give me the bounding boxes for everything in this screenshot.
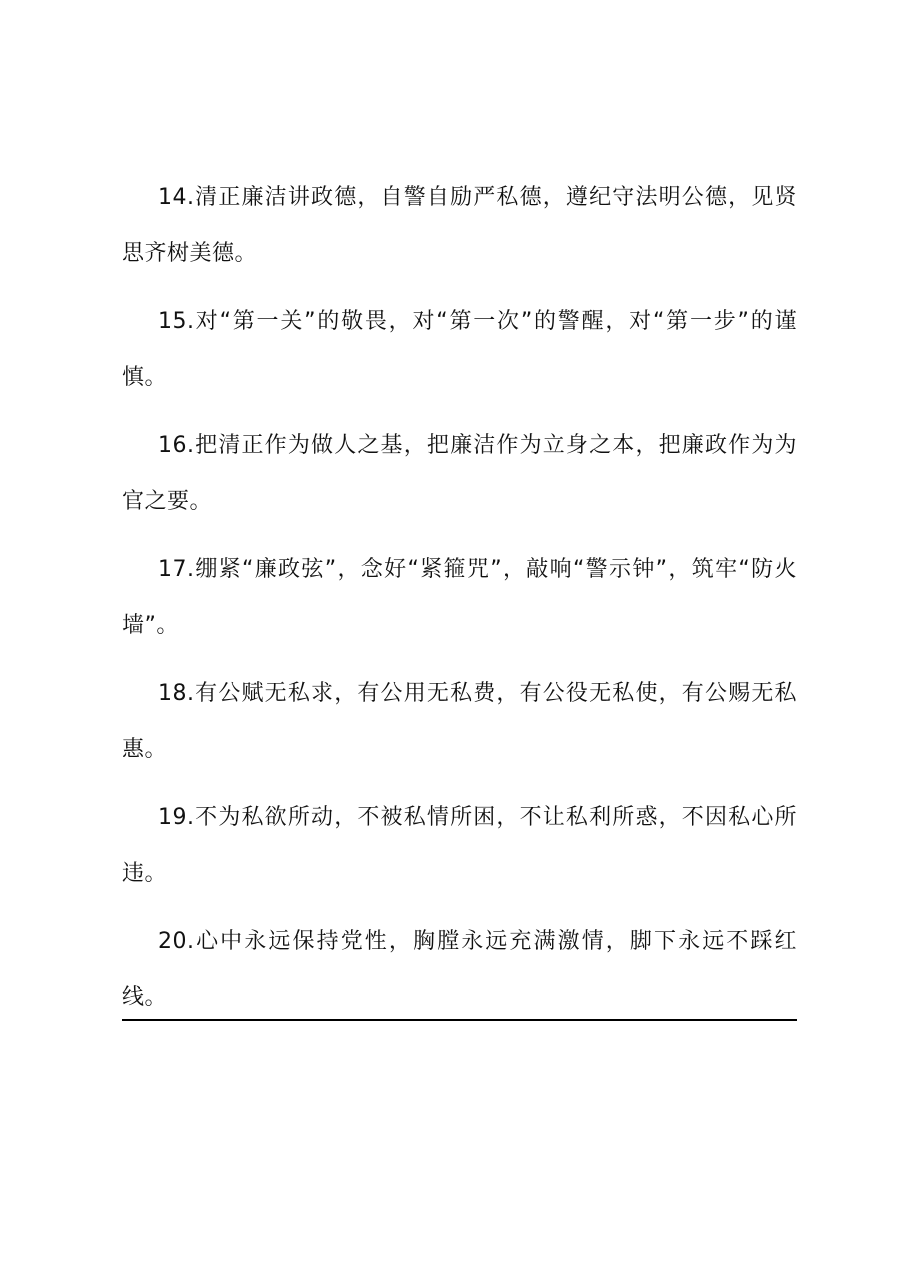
document-body bbox=[122, 170, 797, 1026]
paragraph-17: 17.绷紧“廉政弦”，念好“紧箍咒”，敲响“警示钟”，筑牢“防火墙”。 bbox=[122, 557, 797, 638]
paragraph-15: 15.对“第一关”的敬畏，对“第一次”的警醒，对“第一步”的谨慎。 bbox=[122, 309, 797, 390]
paragraph-18: 18.有公赋无私求，有公用无私费，有公役无私使，有公赐无私惠。 bbox=[122, 681, 797, 762]
paragraph-20: 20.心中永远保持党性，胸膛永远充满激情，脚下永远不踩红线。 bbox=[122, 929, 797, 1010]
bottom-divider-line bbox=[122, 1019, 797, 1021]
paragraph-16: 16.把清正作为做人之基，把廉洁作为立身之本，把廉政作为为官之要。 bbox=[122, 433, 797, 514]
paragraph-19: 19.不为私欲所动，不被私情所困，不让私利所惑，不因私心所违。 bbox=[122, 805, 797, 886]
paragraph-14: 14.清正廉洁讲政德，自警自励严私德，遵纪守法明公德，见贤思齐树美德。 bbox=[122, 185, 797, 266]
